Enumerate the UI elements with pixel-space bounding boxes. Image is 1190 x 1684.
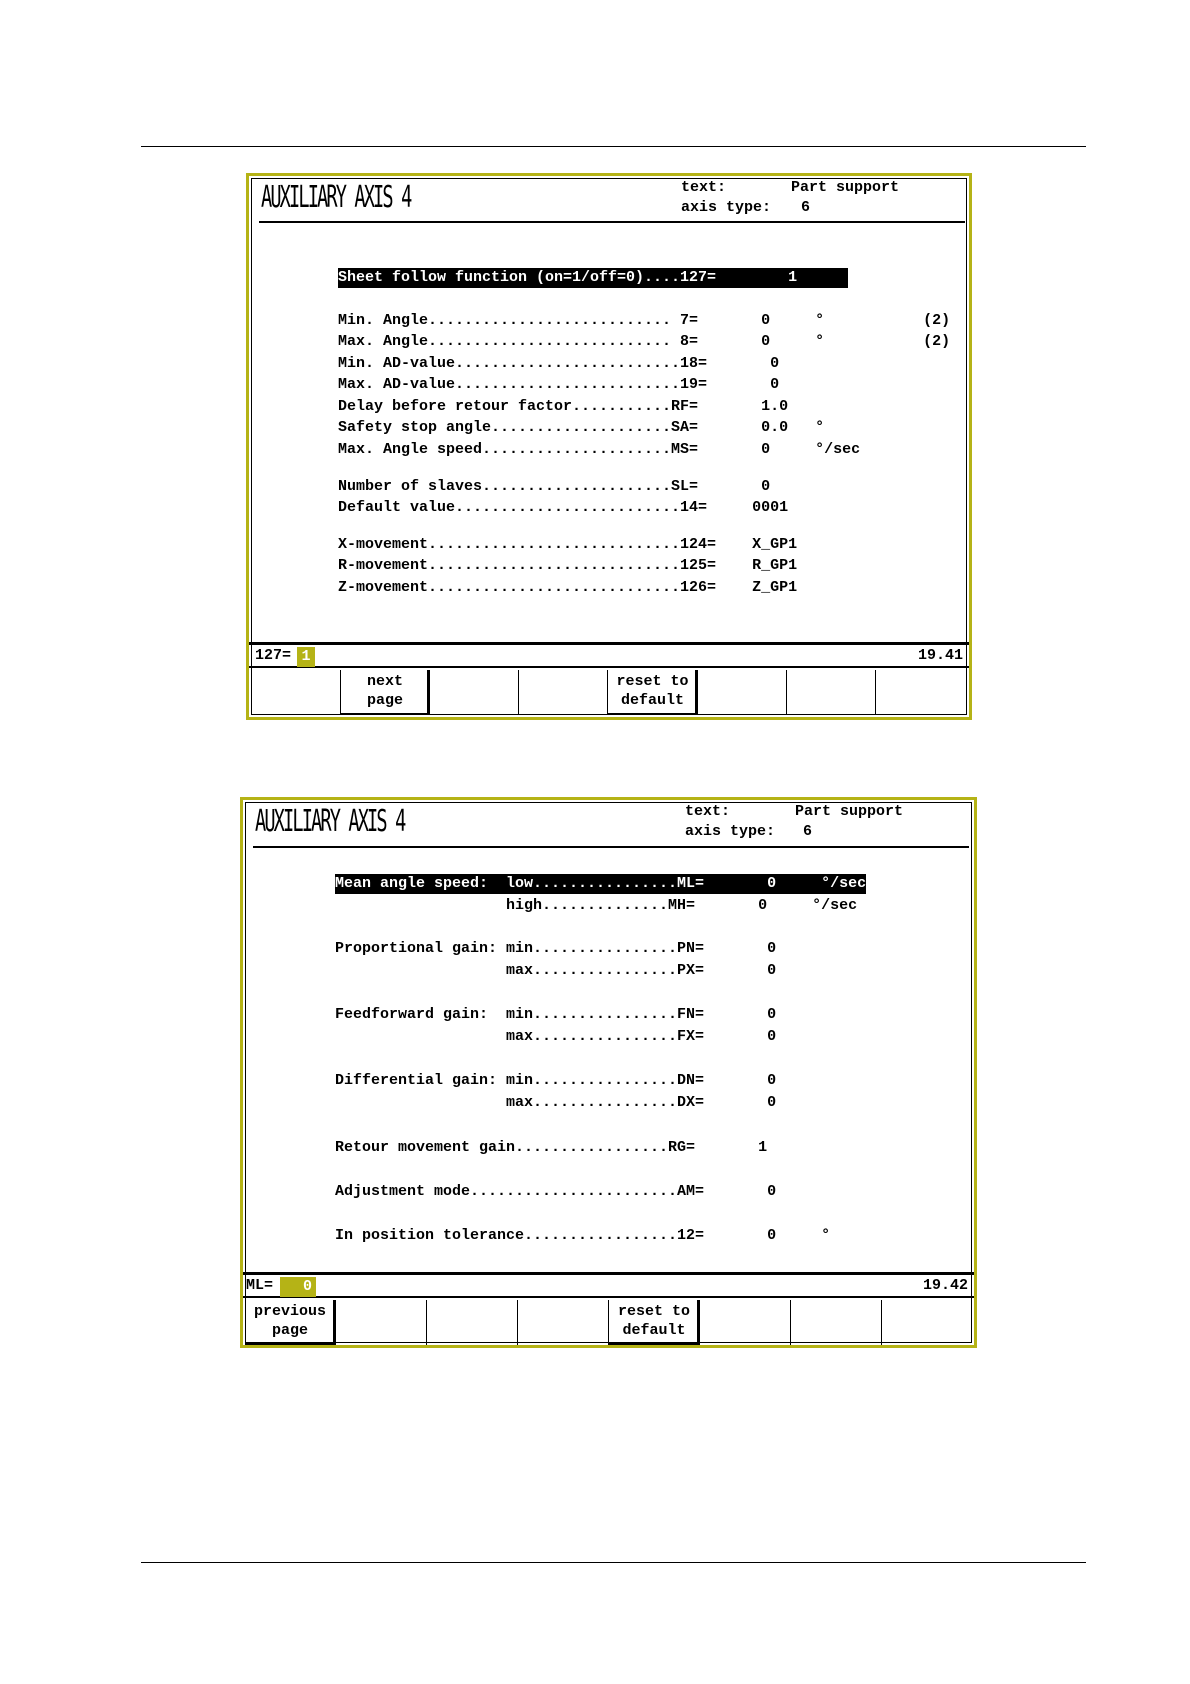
- fkey-6[interactable]: [698, 670, 787, 715]
- param-row-min-angle[interactable]: Min. Angle........................... 7= 0 ° (2): [338, 312, 951, 329]
- header-divider: [253, 846, 969, 848]
- param-row-adjustment-mode[interactable]: Adjustment mode.......................AM= 0: [335, 1183, 777, 1200]
- param-row-mean-angle-speed-low[interactable]: Mean angle speed: low................ML= 0 °/sec: [335, 875, 867, 892]
- function-keys: [251, 670, 967, 715]
- param-row-feedforward-min[interactable]: Feedforward gain: min................FN= 0: [335, 1006, 777, 1023]
- param-row-retour-gain[interactable]: Retour movement gain.................RG= 1: [335, 1139, 768, 1156]
- screen-page-1: [246, 173, 972, 720]
- screen-page-2: [240, 797, 977, 1348]
- param-row-differential-max[interactable]: max................DX= 0: [335, 1094, 777, 1111]
- text-value: Part support: [795, 803, 904, 820]
- fkey-6[interactable]: [700, 1300, 791, 1345]
- param-row-differential-min[interactable]: Differential gain: min................DN= 0: [335, 1072, 777, 1089]
- param-row-max-angle[interactable]: Max. Angle........................... 8= 0 ° (2): [338, 333, 951, 350]
- param-row-sheet-follow[interactable]: Sheet follow function (on=1/off=0)....127= 1: [338, 269, 906, 286]
- param-row-delay-retour[interactable]: Delay before retour factor...........RF= 1.0: [338, 398, 789, 415]
- text-label: text:: [685, 803, 731, 820]
- param-row-number-of-slaves[interactable]: Number of slaves.....................SL= 0: [338, 478, 771, 495]
- param-row-r-movement[interactable]: R-movement............................125= R_GP1: [338, 557, 798, 574]
- fkey-4[interactable]: [518, 1300, 609, 1345]
- fkey-8[interactable]: [882, 1300, 972, 1345]
- fkey-3[interactable]: [430, 670, 519, 715]
- param-row-max-ad[interactable]: Max. AD-value.........................19= 0: [338, 376, 780, 393]
- previous-page-button[interactable]: [245, 1300, 336, 1345]
- fkey-1[interactable]: [251, 670, 341, 715]
- page-number: 19.41: [917, 647, 963, 664]
- param-row-mean-angle-speed-high[interactable]: high..............MH= 0 °/sec: [335, 897, 858, 914]
- param-row-safety-stop[interactable]: Safety stop angle....................SA= 0.0 °: [338, 419, 825, 436]
- reset-to-default-label: reset to default: [616, 673, 689, 709]
- fkey-3[interactable]: [427, 1300, 518, 1345]
- axis-type-value: 6: [801, 199, 811, 216]
- input-label: ML=: [246, 1277, 274, 1294]
- param-row-z-movement[interactable]: Z-movement............................126= Z_GP1: [338, 579, 798, 596]
- page-title: AUXILIARY AXIS 4: [261, 180, 411, 215]
- axis-type-label: axis type:: [685, 823, 776, 840]
- text-value: Part support: [791, 179, 900, 196]
- top-rule: [141, 146, 1086, 147]
- fkey-7[interactable]: [791, 1300, 882, 1345]
- fkey-2[interactable]: [336, 1300, 427, 1345]
- reset-to-default-button[interactable]: [608, 670, 698, 715]
- param-row-min-ad[interactable]: Min. AD-value.........................18= 0: [338, 355, 780, 372]
- status-bar: [249, 642, 969, 668]
- param-row-max-angle-speed[interactable]: Max. Angle speed.....................MS= 0 °/sec: [338, 441, 861, 458]
- fkey-4[interactable]: [519, 670, 608, 715]
- header-divider: [259, 221, 965, 223]
- reset-to-default-button[interactable]: [609, 1300, 700, 1345]
- next-page-button[interactable]: [341, 670, 430, 715]
- input-label: 127=: [255, 647, 292, 664]
- next-page-label: next page: [366, 673, 403, 709]
- param-row-proportional-min[interactable]: Proportional gain: min................PN= 0: [335, 940, 777, 957]
- bottom-rule: [141, 1562, 1086, 1563]
- page-title: AUXILIARY AXIS 4: [255, 804, 405, 839]
- fkey-8[interactable]: [876, 670, 967, 715]
- fkey-7[interactable]: [787, 670, 876, 715]
- status-bar: [243, 1272, 974, 1298]
- previous-page-label: previous page: [253, 1303, 326, 1339]
- axis-type-value: 6: [803, 823, 813, 840]
- reset-to-default-label: reset to default: [617, 1303, 690, 1339]
- input-field[interactable]: 0: [280, 1277, 316, 1297]
- param-row-x-movement[interactable]: X-movement............................124= X_GP1: [338, 536, 798, 553]
- param-row-proportional-max[interactable]: max................PX= 0: [335, 962, 777, 979]
- param-row-default-value[interactable]: Default value.........................14= 0001: [338, 499, 789, 516]
- axis-type-label: axis type:: [681, 199, 772, 216]
- param-row-feedforward-max[interactable]: max................FX= 0: [335, 1028, 777, 1045]
- param-row-in-position-tolerance[interactable]: In position tolerance.................12= 0 °: [335, 1227, 831, 1244]
- function-keys: [245, 1300, 972, 1345]
- text-label: text:: [681, 179, 727, 196]
- page-number: 19.42: [922, 1277, 968, 1294]
- input-field[interactable]: 1: [297, 647, 315, 667]
